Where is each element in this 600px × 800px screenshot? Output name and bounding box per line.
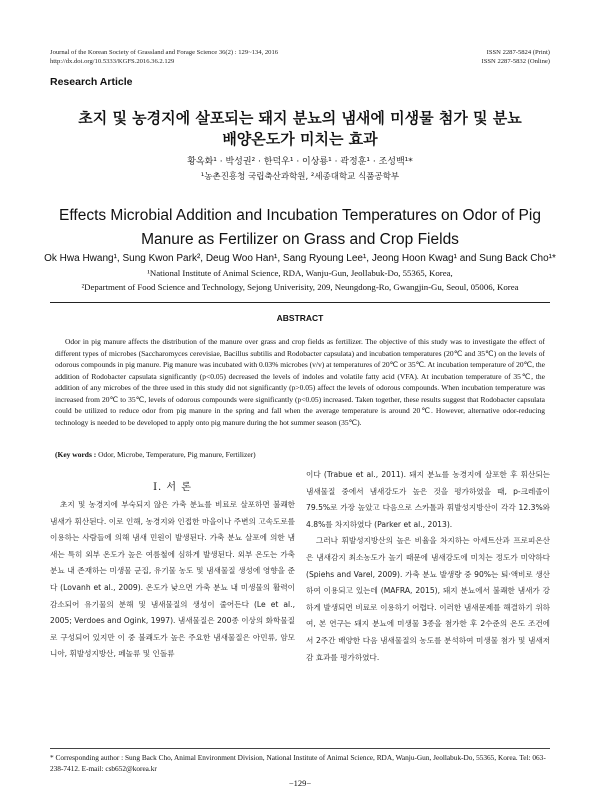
section-heading-introduction: Ⅰ. 서 론 xyxy=(153,482,192,493)
article-type: Research Article xyxy=(50,76,133,88)
intro-right-column xyxy=(306,467,550,666)
english-authors: Ok Hwa Hwang¹, Sung Kwon Park², Deug Woo Han¹, Sang Ryoung Lee¹, Jeong Hoon Kwag¹ and Sung Back Cho¹* xyxy=(44,253,556,264)
keywords-list: Odor, Microbe, Temperature, Pig manure, Fertilizer) xyxy=(98,450,256,459)
corresponding-author-footnote: * Corresponding author : Sung Back Cho, Animal Environment Division, National Institute of Animal Science, RDA, Wanju-Gun, Jeollabuk-Do, 55365, Korea. Tel: 063-238-7412. E-mail: csb652@korea.kr xyxy=(50,753,546,773)
korean-title-line2: 배양온도가 미치는 효과 xyxy=(222,130,378,148)
keywords-label: (Key words : xyxy=(55,450,97,459)
affiliation-2: ²Department of Food Science and Technology, Sejong Univerisity, 209, Neungdong-Ro, Gwangjin-Gu, Seoul, 05006, Korea xyxy=(81,282,519,292)
issn-online: ISSN 2287-5832 (Online) xyxy=(481,58,550,65)
journal-citation: Journal of the Korean Society of Grassland and Forage Science 36(2) : 129~134, 2016 xyxy=(50,49,279,56)
abstract-heading: ABSTRACT xyxy=(276,313,324,323)
intro-right-para2: 그러나 휘발성지방산의 높은 비율을 차지하는 아세트산과 프로피온산은 냄새감지 최소농도가 높기 때문에 냄새강도에 미치는 정도가 미약하다 (Spiehs and Varel, 2009). 가축 분뇨 발생량 중 90%는 퇴·액비로 생산하여 이용되고 있는데 (MAFRA, 2015), 돼지 분뇨에서 불쾌한 냄새가 강하게 발생되면 비료로 이용하기 어렵다. 이러한 냄새문제를 해결하기 위하여, 본 연구는 돼지 분뇨에 미생물 3종을 첨가한 후 2수준의 온도 조건에서 2주간 배양한 다음 냄새물질의 농도를 분석하여 미생물 첨가 및 냄새저감 효과를 평가하였다. xyxy=(306,536,550,662)
top-divider xyxy=(50,302,550,303)
affiliation-1: ¹National Institute of Animal Science, RDA, Wanju-Gun, Jeollabuk-Do, 55365, Korea, xyxy=(147,268,453,278)
english-title-line2: Manure as Fertilizer on Grass and Crop Fields xyxy=(141,231,459,248)
issn-print: ISSN 2287-5824 (Print) xyxy=(486,49,550,56)
korean-affiliations: ¹농촌진흥청 국립축산과학원, ²세종대학교 식품공학부 xyxy=(200,172,400,182)
korean-title-line1: 초지 및 농경지에 살포되는 돼지 분뇨의 냄새에 미생물 첨가 및 분뇨 xyxy=(78,109,522,127)
english-title-line1: Effects Microbial Addition and Incubation Temperatures on Odor of Pig xyxy=(59,207,541,224)
keywords xyxy=(55,449,545,460)
intro-right-para1: 이다 (Trabue et al., 2011). 돼지 분뇨를 농경지에 살포한 후 휘산되는 냄새물질 중에서 냄새강도가 높은 것을 평가하였을 때, p-크레졸이 79.5%로 가장 높았고 다음으로 스카톨과 휘발성지방산이 각각 12.3%와 4.8%를 차지하였다 (Parker et al., 2013). xyxy=(306,470,550,529)
doi-link[interactable]: http://dx.doi.org/10.5333/KGFS.2016.36.2.129 xyxy=(50,58,175,65)
page-number: −129− xyxy=(288,778,312,788)
korean-authors: 황옥화¹ · 박성권² · 한덕우¹ · 이상룡¹ · 곽정훈¹ · 조성백¹* xyxy=(187,157,413,167)
abstract-text: Odor in pig manure affects the distribution of the manure over grass and crop fields as fertilizer. The objective of this study was to investigate the effect of different types of microbes (Saccharomyces cerevisiae, Bacillus subtilis and Rodobacter capsulata) and incubation temperatures (20℃ and 35℃) on the levels of odorous compounds in pig manure. Pig manure was incubated with 0.03% microbes (v/v) at temperatures of 20℃ or 35℃. At incubation temperature of 20℃, the addition of Rodobacter capsulata significantly (p<0.05) decreased the levels of indoles and volatile fatty acid (VFA). At incubation temperature of 35℃, the addition of any microbes of the three used in this study did not significantly (p>0.05) affect the levels of odorous compounds. When incubation temperature was increased from 20℃ to 35℃, levels of odorous compounds were significantly (p<0.05) increased. Taken together, these results suggest that Rodobacter capsulata could be utilized to reduce odor from pig manure in the spring and fall when the average temperature is around 20℃. However, alternative odor-reducing technology is needed to be developed to apply onto pig manure during the hot summer season (35℃). xyxy=(55,337,545,427)
intro-left-column: 초지 및 농경지에 부숙되지 않은 가축 분뇨를 비료로 살포하면 불쾌한 냄새가 휘산된다. 이로 인해, 농경지와 인접한 마을이나 주변의 고속도로를 이용하는 사람들에 의해 냄새 민원이 발생된다. 가축 분뇨 살포에 의한 냄새는 특히 외부 온도가 높은 여름철에 심하게 발생된다. 외부 온도는 가축 분뇨 내 존재하는 미생물 군집, 유기물 농도 및 냄새물질 생성에 영향을 준다 (Lovanh et al., 2009). 온도가 낮으면 가축 분뇨 내 미생물의 활력이 감소되어 유기물의 분해 및 냄새물질의 생성이 줄어든다 (Le et al., 2005; Verdoes and Ogink, 1997). 냄새물질은 200종 이상의 화학물질로 구성되어 있지만 이 중 불쾌도가 높은 주요한 냄새물질은 아민류, 암모니아, 휘발성지방산, 페놀류 및 인돌류 xyxy=(50,500,295,659)
footnote-divider xyxy=(50,748,550,749)
